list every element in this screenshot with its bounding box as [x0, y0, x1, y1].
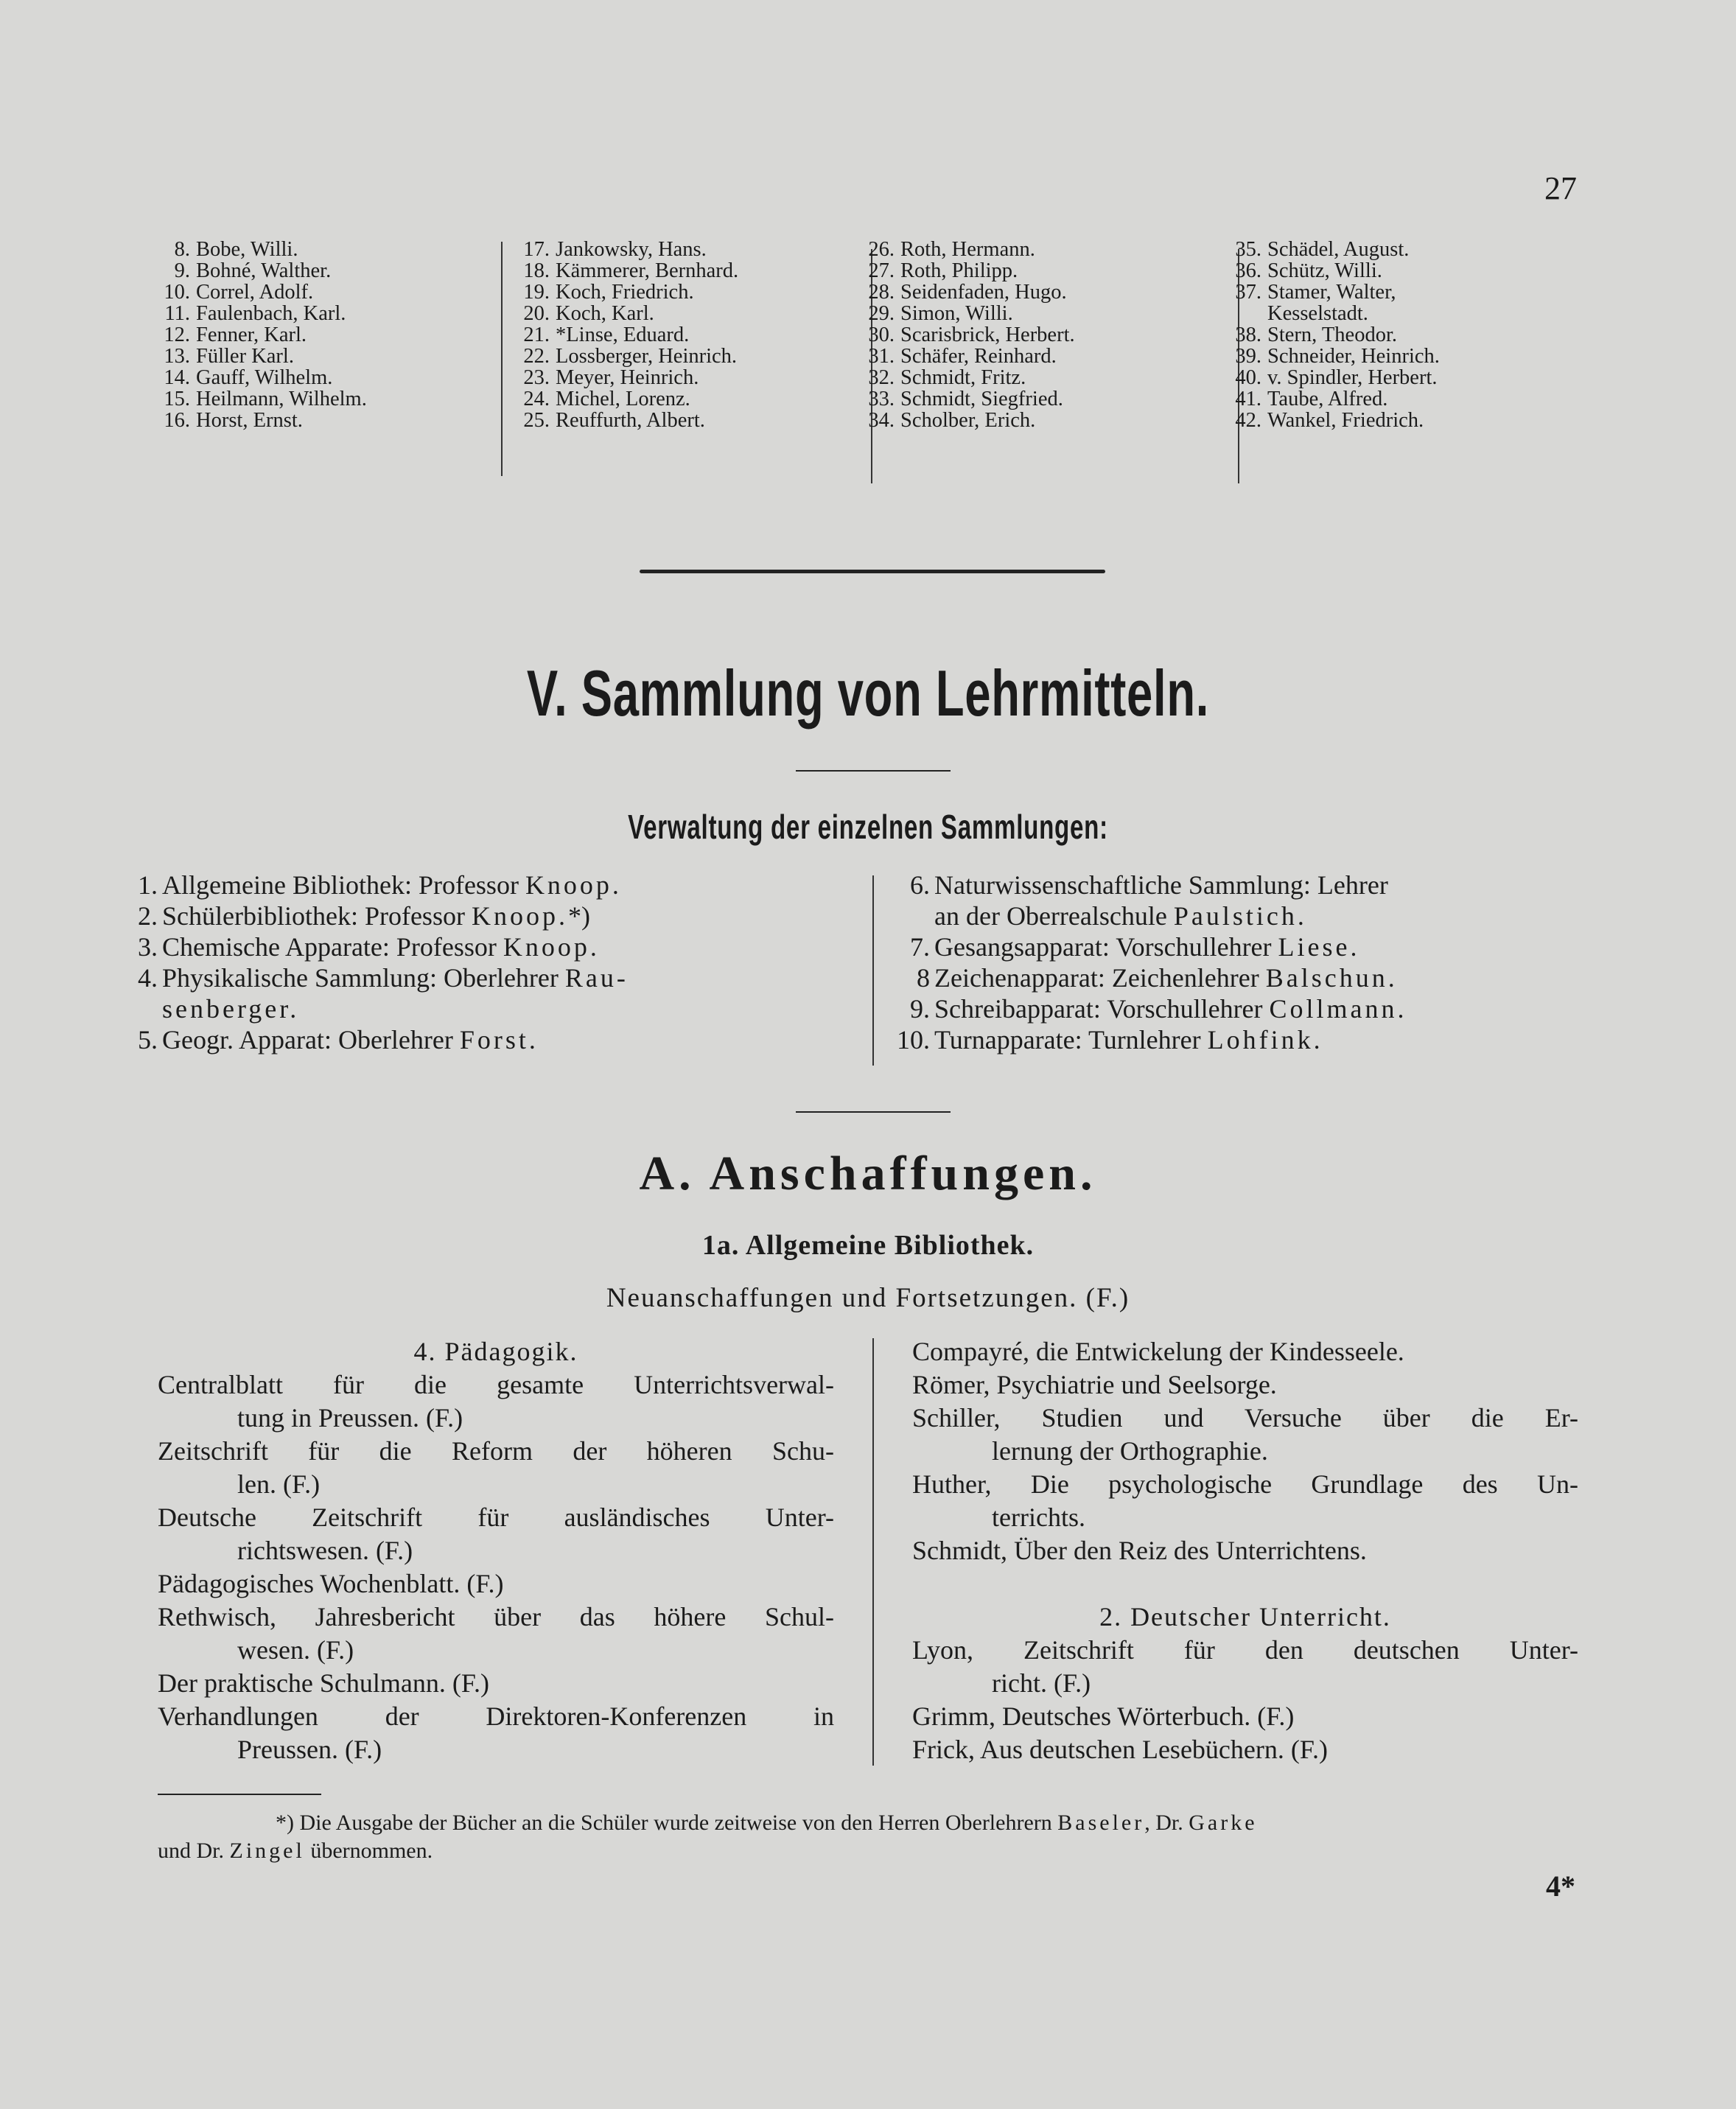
student-entry: [508, 388, 738, 410]
entry-line: Deutsche Zeitschrift für ausländisches Unter-: [158, 1503, 834, 1532]
student-entry: [1220, 324, 1440, 346]
student-number: 28.: [868, 281, 895, 304]
student-number: 42.: [1235, 409, 1261, 432]
person-name: Balschun.: [1265, 963, 1398, 993]
person-name: Knoop.: [471, 901, 568, 931]
student-entry: [1220, 367, 1440, 388]
student-entry: [853, 410, 1075, 431]
student-entry: [1220, 410, 1440, 431]
administration-item: [889, 931, 1407, 962]
entry-line: Pädagogisches Wochenblatt. (F.): [158, 1569, 504, 1598]
person-name: Lohfink.: [1207, 1025, 1323, 1054]
student-entry: [853, 388, 1075, 410]
administration-item: [889, 962, 1407, 993]
person-name: Forst.: [459, 1025, 539, 1054]
entry-line: Der praktische Schulmann. (F.): [158, 1668, 489, 1698]
item-text: Turnapparate: Turnlehrer: [934, 1025, 1208, 1054]
student-entry: [508, 367, 738, 388]
subject-heading: 2. Deutscher Unterricht.: [1099, 1602, 1391, 1631]
general-library-heading: 1a. Allgemeine Bibliothek.: [701, 1230, 1035, 1261]
student-name: Kämmerer, Bernhard.: [556, 259, 739, 282]
subject-heading: 4. Pädagogik.: [413, 1337, 578, 1366]
administration-item: [889, 993, 1407, 1024]
student-number: 36.: [1235, 259, 1261, 282]
footnote: *) Die Ausgabe der Bücher an die Schüler wurde zeitweise von den Herren Oberlehrern Baseler, Dr. Garke und Dr. Zingel übernommen.: [158, 1811, 1258, 1863]
entry-line: Compayré, die Entwickelung der Kindesseele.: [912, 1337, 1404, 1366]
entry-line: Rethwisch, Jahresbericht über das höhere Schul-: [158, 1602, 834, 1631]
student-number: 13.: [164, 345, 190, 368]
student-entry: [1220, 388, 1440, 410]
item-text: Physikalische Sammlung: Oberlehrer: [162, 963, 565, 993]
entry-line: Frick, Aus deutschen Lesebüchern. (F.): [912, 1735, 1328, 1764]
student-list-column-4: [1220, 239, 1440, 431]
entry-line: Schmidt, Über den Reiz des Unterrichtens.: [912, 1536, 1367, 1565]
student-name: Schmidt, Fritz.: [900, 366, 1026, 389]
item-number: 7.: [910, 932, 930, 962]
student-entry: [1220, 281, 1440, 303]
entry-line: richt. (F.): [992, 1668, 1091, 1698]
student-name: Taube, Alfred.: [1267, 388, 1388, 410]
item-number: 5.: [138, 1025, 158, 1054]
literature-list-right: [912, 1335, 1578, 1766]
literature-entry: [158, 1368, 834, 1435]
student-entry: [149, 303, 367, 324]
administration-item: [116, 962, 629, 993]
student-number: 24.: [523, 388, 550, 410]
student-name: Schneider, Heinrich.: [1267, 345, 1440, 368]
student-name: Faulenbach, Karl.: [196, 302, 346, 325]
student-number: 10.: [164, 281, 190, 304]
student-name: Correl, Adolf.: [196, 281, 314, 304]
item-number: 8: [917, 963, 930, 993]
student-number: 37.: [1235, 281, 1261, 304]
short-rule: [796, 1111, 951, 1113]
spacer: [912, 1567, 1578, 1601]
student-name: Scarisbrick, Herbert.: [900, 323, 1075, 346]
administration-list-right: [889, 870, 1407, 1055]
student-name: Lossberger, Heinrich.: [556, 345, 738, 368]
entry-line: Verhandlungen der Direktoren-Konferenzen in: [158, 1701, 834, 1731]
administration-item: [116, 900, 629, 931]
entry-line: richtswesen. (F.): [237, 1536, 413, 1565]
item-number: 2.: [138, 901, 158, 931]
student-name: Meyer, Heinrich.: [556, 366, 699, 389]
student-number: 9.: [174, 259, 190, 282]
administration-item: [116, 870, 629, 900]
entry-line: tung in Preussen. (F.): [237, 1403, 463, 1433]
student-number: 20.: [523, 302, 550, 325]
literature-entry: [158, 1501, 834, 1567]
item-text: Chemische Apparate: Professor: [162, 932, 503, 962]
student-name: Bohné, Walther.: [196, 259, 332, 282]
student-name: Roth, Hermann.: [900, 238, 1035, 261]
footnote-name: Zingel: [229, 1839, 305, 1863]
literature-entry: [912, 1733, 1578, 1766]
student-number: 16.: [164, 409, 190, 432]
entry-line: len. (F.): [237, 1469, 321, 1499]
student-list-column-3: [853, 239, 1075, 431]
student-entry: [853, 303, 1075, 324]
student-entry: [853, 239, 1075, 260]
student-name: Schäfer, Reinhard.: [900, 345, 1057, 368]
student-name: Jankowsky, Hans.: [556, 238, 707, 261]
student-entry: [149, 410, 367, 431]
student-name: v. Spindler, Herbert.: [1267, 366, 1438, 389]
student-entry: [149, 281, 367, 303]
entry-line: Huther, Die psychologische Grundlage des Un-: [912, 1469, 1578, 1499]
student-name: Scholber, Erich.: [900, 409, 1036, 432]
footnote-name: Baseler: [1057, 1811, 1145, 1835]
item-text: Schreibapparat: Vorschullehrer: [934, 994, 1270, 1024]
student-name: Schmidt, Siegfried.: [900, 388, 1063, 410]
administration-item: [889, 900, 1407, 931]
student-entry: [853, 260, 1075, 281]
student-number: 33.: [868, 388, 895, 410]
student-entry: [853, 367, 1075, 388]
administration-item: [116, 1024, 629, 1055]
administration-item: [116, 993, 629, 1024]
item-text: Zeichenapparat: Zeichenlehrer: [934, 963, 1266, 993]
student-number: 32.: [868, 366, 895, 389]
student-entry: [508, 260, 738, 281]
student-number: 18.: [523, 259, 550, 282]
student-number: 35.: [1235, 238, 1261, 261]
item-text: Gesangsapparat: Vorschullehrer: [934, 932, 1278, 962]
literature-entry: [158, 1435, 834, 1501]
student-name: Reuffurth, Albert.: [556, 409, 705, 432]
section-rule: [640, 570, 1105, 573]
person-name: Knoop.: [503, 932, 600, 962]
literature-entry: [912, 1402, 1578, 1468]
entry-line: Grimm, Deutsches Wörterbuch. (F.): [912, 1701, 1295, 1731]
entry-line: Lyon, Zeitschrift für den deutschen Unter-: [912, 1635, 1578, 1665]
student-number: 38.: [1235, 323, 1261, 346]
acquisitions-heading: A. Anschaffungen.: [639, 1147, 1097, 1200]
student-number: 8.: [174, 238, 190, 261]
item-number: 10.: [897, 1025, 930, 1054]
student-name: Schütz, Willi.: [1267, 259, 1382, 282]
student-entry: [508, 303, 738, 324]
literature-entry: [158, 1601, 834, 1667]
student-name: Kesselstadt.: [1267, 302, 1368, 325]
student-number: 31.: [868, 345, 895, 368]
footnote-rule: [158, 1794, 321, 1795]
person-name: Collmann.: [1269, 994, 1407, 1024]
student-entry: [508, 324, 738, 346]
item-text: Geogr. Apparat: Oberlehrer: [162, 1025, 460, 1054]
student-number: 11.: [164, 302, 190, 325]
entry-line: terrichts.: [992, 1503, 1085, 1532]
item-text: an der Oberrealschule: [934, 901, 1174, 931]
student-entry: [149, 346, 367, 367]
item-number: 3.: [138, 932, 158, 962]
entry-line: Römer, Psychiatrie und Seelsorge.: [912, 1370, 1277, 1399]
student-entry: [508, 346, 738, 367]
column-divider: [872, 1338, 874, 1766]
student-number: 22.: [523, 345, 550, 368]
column-divider: [501, 242, 503, 476]
item-text: Naturwissenschaftliche Sammlung: Lehrer: [934, 870, 1388, 900]
student-name: *Linse, Eduard.: [556, 323, 690, 346]
student-number: 34.: [868, 409, 895, 432]
student-number: 17.: [523, 238, 550, 261]
section-title: V. Sammlung von Lehrmitteln.: [526, 657, 1210, 730]
student-name: Gauff, Wilhelm.: [196, 366, 333, 389]
item-number: 4.: [138, 963, 158, 993]
student-number: 14.: [164, 366, 190, 389]
literature-entry: [158, 1667, 834, 1700]
student-number: 25.: [523, 409, 550, 432]
administration-list-left: [116, 870, 629, 1055]
student-entry: [149, 239, 367, 260]
person-name: senberger.: [162, 994, 300, 1024]
student-name: Heilmann, Wilhelm.: [196, 388, 367, 410]
student-name: Bobe, Willi.: [196, 238, 298, 261]
item-number: 9.: [910, 994, 930, 1024]
literature-entry: [912, 1335, 1578, 1368]
student-number: 39.: [1235, 345, 1261, 368]
student-name: Wankel, Friedrich.: [1267, 409, 1424, 432]
signature-mark: 4*: [1546, 1870, 1575, 1903]
student-number: 21.: [523, 323, 550, 346]
student-number: 30.: [868, 323, 895, 346]
literature-entry: [912, 1368, 1578, 1402]
student-entry: [508, 239, 738, 260]
column-divider: [872, 875, 874, 1066]
literature-entry: [912, 1534, 1578, 1567]
student-entry: [1220, 346, 1440, 367]
student-name: Simon, Willi.: [900, 302, 1013, 325]
entry-line: wesen. (F.): [237, 1635, 354, 1665]
student-entry: [853, 324, 1075, 346]
administration-item: [889, 870, 1407, 900]
student-name: Michel, Lorenz.: [556, 388, 690, 410]
person-name: Knoop.: [525, 870, 622, 900]
short-rule: [796, 770, 951, 772]
student-entry: [149, 388, 367, 410]
student-entry: [508, 410, 738, 431]
entry-line: Preussen. (F.): [237, 1735, 382, 1764]
student-entry: [149, 367, 367, 388]
item-number: 1.: [138, 870, 158, 900]
entry-line: Centralblatt für die gesamte Unterrichtsverwal-: [158, 1370, 834, 1399]
student-name: Füller Karl.: [196, 345, 294, 368]
student-number: 26.: [868, 238, 895, 261]
student-entry: [853, 281, 1075, 303]
page-number: 27: [1544, 170, 1577, 206]
administration-heading: Verwaltung der einzelnen Sammlungen:: [628, 808, 1108, 846]
administration-item: [889, 1024, 1407, 1055]
item-number: 6.: [910, 870, 930, 900]
student-entry: [508, 281, 738, 303]
student-name: Horst, Ernst.: [196, 409, 303, 432]
student-entry: [149, 324, 367, 346]
student-list-column-2: [508, 239, 738, 431]
student-entry: [149, 260, 367, 281]
administration-item: [116, 931, 629, 962]
new-acquisitions-line: Neuanschaffungen und Fortsetzungen. (F.): [606, 1283, 1130, 1313]
literature-entry: [912, 1468, 1578, 1534]
literature-list-left: [158, 1335, 834, 1766]
student-number: 15.: [164, 388, 190, 410]
student-number: 19.: [523, 281, 550, 304]
student-entry: [1220, 303, 1440, 324]
item-suffix: *): [567, 901, 590, 931]
person-name: Paulstich.: [1173, 901, 1307, 931]
literature-entry: [912, 1634, 1578, 1700]
student-name: Stamer, Walter,: [1267, 281, 1396, 304]
student-list-column-1: [149, 239, 367, 431]
entry-line: Zeitschrift für die Reform der höheren Schu-: [158, 1436, 834, 1466]
student-number: 23.: [523, 366, 550, 389]
student-name: Roth, Philipp.: [900, 259, 1018, 282]
student-number: 27.: [868, 259, 895, 282]
student-name: Koch, Karl.: [556, 302, 654, 325]
student-number: 29.: [868, 302, 895, 325]
student-entry: [853, 346, 1075, 367]
person-name: Liese.: [1278, 932, 1360, 962]
student-number: 40.: [1235, 366, 1261, 389]
footnote-name: Garke: [1189, 1811, 1258, 1835]
student-name: Stern, Theodor.: [1267, 323, 1397, 346]
item-text: Schülerbibliothek: Professor: [162, 901, 472, 931]
student-number: 12.: [164, 323, 190, 346]
student-name: Koch, Friedrich.: [556, 281, 694, 304]
student-name: Seidenfaden, Hugo.: [900, 281, 1067, 304]
student-name: Fenner, Karl.: [196, 323, 307, 346]
entry-line: lernung der Orthographie.: [992, 1436, 1268, 1466]
entry-line: Schiller, Studien und Versuche über die Er-: [912, 1403, 1578, 1433]
student-number: 41.: [1235, 388, 1261, 410]
person-name: Rau-: [564, 963, 629, 993]
student-name: Schädel, August.: [1267, 238, 1410, 261]
literature-entry: [158, 1567, 834, 1601]
literature-entry: [912, 1700, 1578, 1733]
item-text: Allgemeine Bibliothek: Professor: [162, 870, 525, 900]
student-entry: [1220, 260, 1440, 281]
student-entry: [1220, 239, 1440, 260]
literature-entry: [158, 1700, 834, 1766]
